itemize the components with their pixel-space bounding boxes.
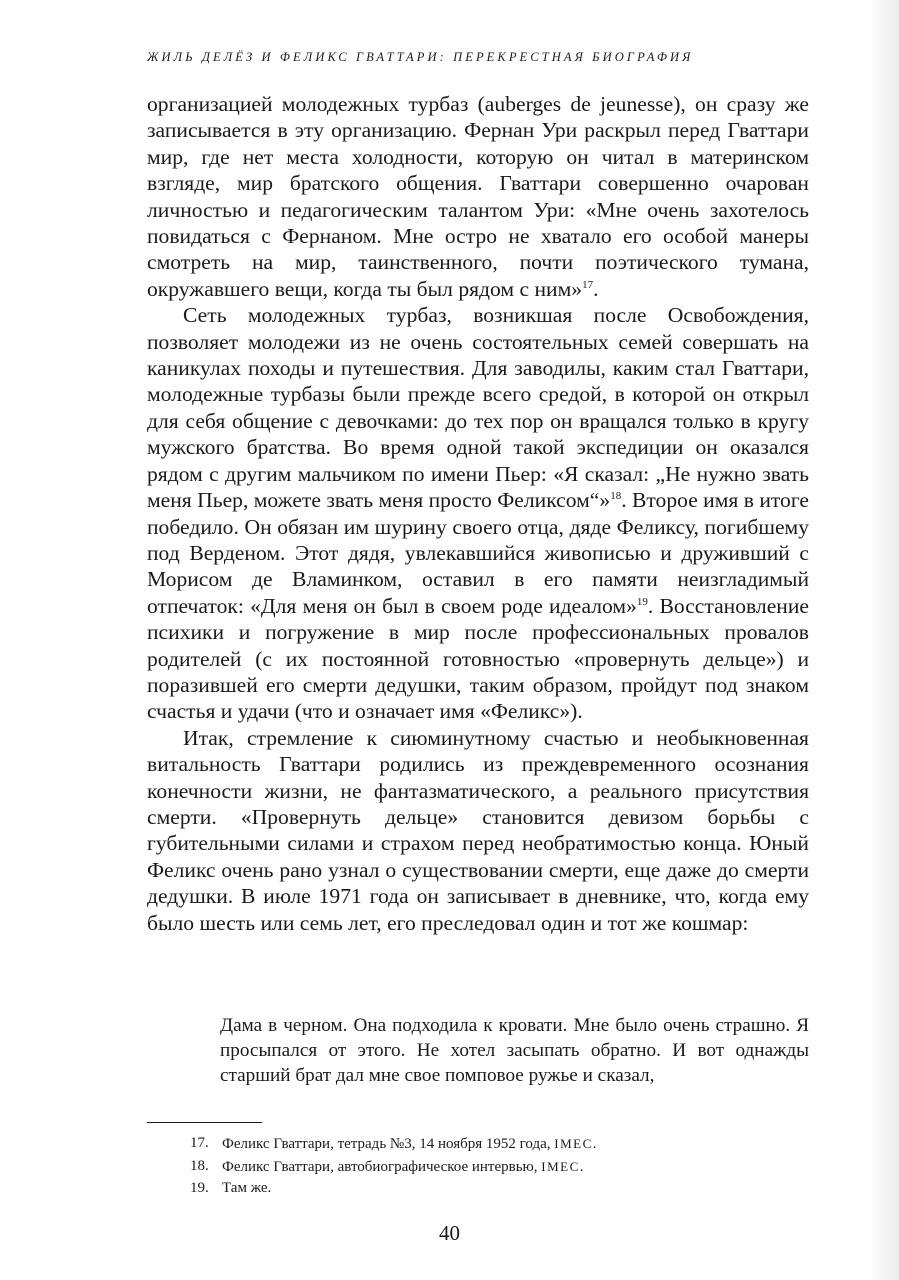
footnote-end: . [579, 1158, 584, 1175]
paragraph-1-text: организацией молодежных турбаз (auberges de jeunesse), он сразу же записывается в эту организацию. Фернан Ури раскрыл перед Гваттари мир, где нет места холодности, которую он читал в материнском взгляде, мир братского общения. Гваттари совершенно очарован личностью и педагогическим талантом Ури: «Мне очень захотелось повидаться с Фернаном. Мне остро не хватало его особой манеры смотреть на мир, таинственного, почти поэтического тумана, окружавшего вещи, когда ты был рядом с ним» [147, 92, 809, 301]
paragraph-2-part-1: Сеть молодежных турбаз, возникшая после Освобождения, позволяет молодежи из не очень состоятельных семей совершать на каникулах походы и путешествия. Для заводилы, каким стал Гваттари, молодежные турбазы были прежде всего средой, в которой он открыл для себя общение с девочками: до тех пор он вращался только в кругу мужского братства. Во время одной такой экспедиции он оказался рядом с другим мальчиком по имени Пьер: «Я сказал: „Не нужно звать меня Пьер, можете звать меня просто Феликсом“» [147, 303, 809, 513]
footnote-ref-19[interactable]: 19 [636, 595, 648, 608]
footnote-text [222, 1133, 597, 1156]
footnote-source: IMEC [554, 1136, 593, 1151]
footnote-body: Феликс Гваттари, тетрадь №3, 14 ноября 1952 года, [222, 1136, 555, 1152]
page-edge-shadow [869, 0, 899, 1280]
footnote-end: . [592, 1136, 597, 1152]
footnote-number: 19. [190, 1180, 209, 1196]
footnote-item [190, 1133, 810, 1156]
paragraph-1-end: . [593, 276, 599, 301]
paragraph-2 [147, 302, 809, 725]
footnote-ref-18[interactable]: 18 [610, 490, 622, 503]
footnote-body: Там же. [222, 1180, 272, 1196]
footnote-text [222, 1178, 271, 1200]
footnote-item [190, 1178, 810, 1200]
paragraph-2-part-2: . Второе имя в итоге победило. Он обязан им шурину своего отца, дяде Феликсу, погибшему под Верденом. Этот дядя, увлекавшийся живописью и друживший с Морисом де Вламинком, оставил в его памяти неизгладимый отпечаток: «Для меня он был в своем роде идеалом» [147, 488, 809, 618]
footnote-item [190, 1156, 810, 1179]
paragraph-2-part-3: . Восстановление психики и погружение в мир после профессиональных провалов родителей (с их постоянной готовностью «провернуть дельце») и поразившей его смерти дедушки, таким образом, пройдут под знаком счастья и удачи (что и означает имя «Феликс»). [147, 593, 809, 724]
footnote-number: 18. [190, 1157, 209, 1174]
paragraph-3: Итак, стремление к сиюминутному счастью и необыкновенная витальность Гваттари родились из преждевременного осознания конечности жизни, не фантазматического, а реального присутствия смерти. «Провернуть дельце» становится девизом борьбы с губительными силами и страхом перед необратимостью конца. Юный Феликс очень рано узнал о существовании смерти, еще даже до смерти дедушки. В июле 1971 года он записывает в дневнике, что, когда ему было шесть или семь лет, его преследовал один и тот же кошмар: [147, 725, 809, 935]
footnote-divider [147, 1122, 262, 1123]
footnote-ref-17[interactable]: 17 [582, 278, 594, 291]
footnote-source: IMEC [541, 1158, 580, 1174]
footnotes [190, 1133, 810, 1200]
main-text [147, 91, 809, 936]
footnote-body: Феликс Гваттари, автобиографическое интервью, [222, 1158, 542, 1175]
running-head: ЖИЛЬ ДЕЛЁЗ И ФЕЛИКС ГВАТТАРИ: ПЕРЕКРЕСТНАЯ БИОГРАФИЯ [147, 50, 694, 64]
page-number: 40 [439, 1221, 460, 1245]
paragraph-1 [147, 91, 809, 302]
footnote-number: 17. [190, 1135, 209, 1151]
block-quote: Дама в черном. Она подходила к кровати. Мне было очень страшно. Я просыпался от этого. Не хотел засыпать обратно. И вот однажды старший брат дал мне свое помповое ружье и сказал, [220, 1015, 809, 1086]
footnote-text [222, 1156, 584, 1179]
